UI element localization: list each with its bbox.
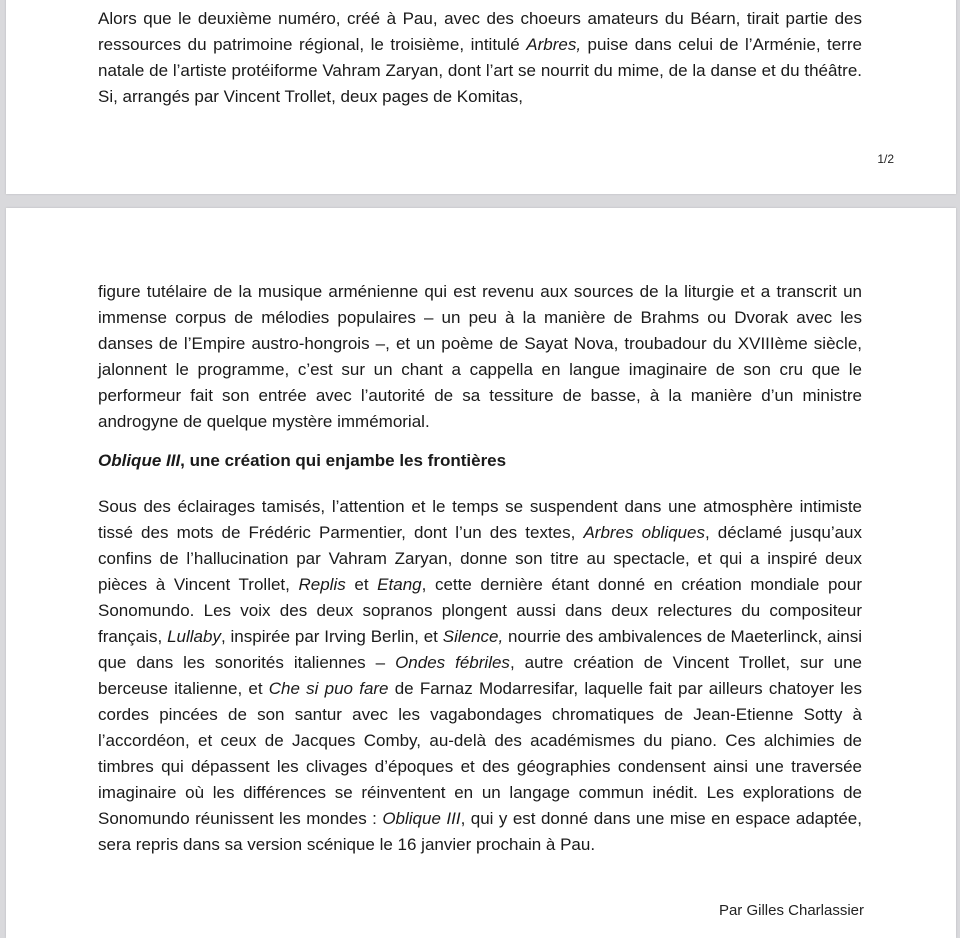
body-paragraph: Sous des éclairages tamisés, l’attention et le temps se suspendent dans une atmosphère intimiste tissé des mots de Frédéric Parmentier, dont l’un des textes, Arbres obliques, déclamé jusqu’aux confins de l’hallucination par Vahram Zaryan, donne son titre au spectacle, et qui a inspiré deux pièces à Vincent Trollet, Replis et Etang, cette dernière étant donné en création mondiale pour Sonomundo. Les voix des deux sopranos plongent aussi dans deux relectures du compositeur français, Lullaby, inspirée par Irving Berlin, et Silence, nourrie des ambivalences de Maeterlinck, ainsi que dans les sonorités italiennes – Ondes fébriles, autre création de Vincent Trollet, sur une berceuse italienne, et Che si puo fare de Farnaz Modarresifar, laquelle fait par ailleurs chatoyer les cordes pincées de son santur avec les vagabondages chromatiques de Jean-Etienne Sotty à l’accordéon, et ceux de Jacques Comby, au-delà des académismes du piano. Ces alchimies de timbres qui dépassent les clivages d’époques et des géographies condensent ainsi une traversée imaginaire où les différences se réinventent en un langage commun inédit. Les explorations de Sonomundo réunissent les mondes : Oblique III, qui y est donné dans une mise en espace adaptée, sera repris dans sa version scénique le 16 janvier prochain à Pau.: [98, 497, 862, 854]
italic-text: Lullaby: [167, 627, 221, 646]
body-paragraph: figure tutélaire de la musique arménienne qui est revenu aux sources de la liturgie et a transcrit un immense corpus de mélodies populaires – un peu à la manière de Brahms ou Dvorak avec les danses de l’Empire austro-hongrois –, et un poème de Sayat Nova, troubadour du XVIIIème siècle, jalonnent le programme, c’est sur un chant a cappella en langue imaginaire de son cru que le performeur fait son entrée avec l’autorité de sa tessiture de basse, à la manière d’un ministre androgyne de quelque mystère immémorial.: [98, 282, 862, 431]
italic-text: Arbres,: [526, 35, 582, 54]
italic-text: Che si puo fare: [268, 679, 389, 698]
page-number: 1/2: [877, 152, 894, 166]
section-heading: Oblique III, une création qui enjambe les frontières: [98, 451, 507, 470]
document-page-1: [6, 0, 956, 194]
body-paragraph: Alors que le deuxième numéro, créé à Pau, avec des choeurs amateurs du Béarn, tirait partie des ressources du patrimoine régional, le troisième, intitulé Arbres, puise dans celui de l’Arménie, terre natale de l’artiste protéiforme Vahram Zaryan, dont l’art se nourrit du mime, de la danse et du théâtre. Si, arrangés par Vincent Trollet, deux pages de Komitas,: [98, 9, 862, 106]
italic-text: Etang: [377, 575, 422, 594]
italic-text: Silence,: [442, 627, 504, 646]
document-page-2: [6, 208, 956, 938]
italic-text: Arbres obliques: [583, 523, 705, 542]
italic-text: Ondes fébriles: [395, 653, 510, 672]
italic-text: Oblique III: [98, 451, 181, 470]
italic-text: Oblique III: [382, 809, 461, 828]
italic-text: Replis: [298, 575, 346, 594]
author-byline: Par Gilles Charlassier: [718, 902, 864, 919]
